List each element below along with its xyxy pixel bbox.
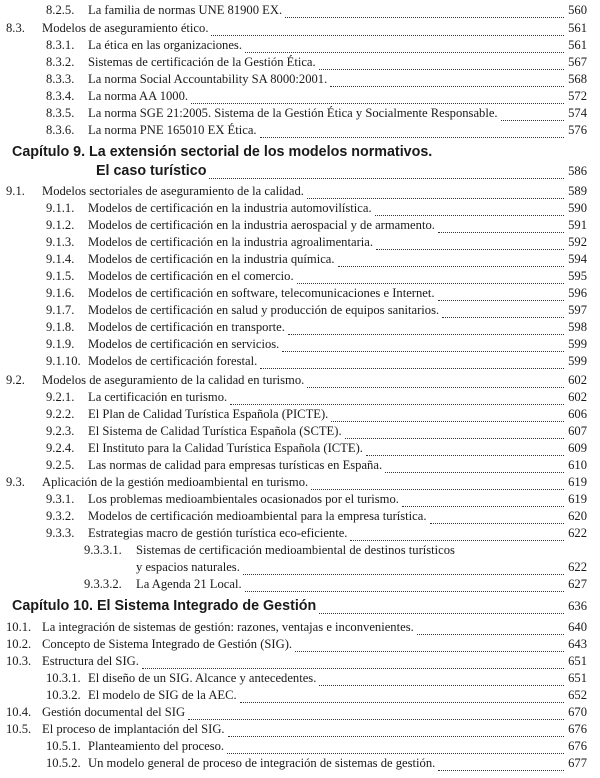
toc-entry: [0, 619, 600, 636]
toc-entry: [0, 491, 600, 508]
toc-entry: [0, 122, 600, 139]
entry-number: 10.3.1.: [46, 671, 81, 685]
page-number: 619: [568, 475, 587, 489]
entry-title: Estructura del SIG.: [42, 654, 139, 668]
toc-entry: [0, 406, 600, 423]
page-number: 590: [568, 201, 587, 215]
entry-number: 9.1.9.: [46, 337, 75, 351]
toc-entry: [0, 372, 600, 389]
page-number: 607: [568, 424, 587, 438]
entry-title: La norma Social Accountability SA 8000:2001.: [88, 72, 328, 86]
dot-leader: [188, 704, 564, 720]
entry-title: Modelos de certificación en salud y producción de equipos sanitarios.: [88, 303, 440, 317]
dot-leader: [438, 285, 564, 301]
toc-entry: [0, 670, 600, 687]
entry-title: Aplicación de la gestión medioambiental en turismo.: [42, 475, 309, 489]
toc-entry: [0, 251, 600, 268]
entry-number: 9.1.8.: [46, 320, 75, 334]
toc-entry: [0, 508, 600, 525]
entry-title: Modelos de certificación en transporte.: [88, 320, 285, 334]
toc-entry: [0, 525, 600, 542]
entry-title: Capítulo 10. El Sistema Integrado de Gestión: [12, 598, 317, 614]
page-number: 602: [568, 373, 587, 387]
entry-title: La norma AA 1000.: [88, 89, 189, 103]
dot-leader: [282, 336, 564, 352]
entry-title: Estrategias macro de gestión turística eco-eficiente.: [88, 526, 348, 540]
entry-title: Sistemas de certificación medioambiental de destinos turísticos: [136, 543, 455, 557]
toc-entry: [0, 738, 600, 755]
entry-number: 9.1.3.: [46, 235, 75, 249]
entry-number: 9.1.2.: [46, 218, 75, 232]
entry-number: 10.5.1.: [46, 739, 81, 753]
page-number: 677: [568, 756, 587, 770]
entry-title: Modelos de certificación en la industria aerospacial y de armamento.: [88, 218, 435, 232]
page-number: 568: [568, 72, 587, 86]
dot-leader: [191, 88, 564, 104]
toc-entry: [0, 217, 600, 234]
entry-number: 9.2.5.: [46, 458, 75, 472]
toc-entry: [0, 71, 600, 88]
entry-number: 9.1.1.: [46, 201, 75, 215]
entry-title: La certificación en turismo.: [88, 390, 228, 404]
page-number: 589: [568, 184, 587, 198]
entry-number: 9.1.10.: [46, 354, 81, 368]
entry-number: 8.2.5.: [46, 3, 75, 17]
entry-title: La familia de normas UNE 81900 EX.: [88, 3, 283, 17]
entry-number: 9.3.3.2.: [84, 577, 122, 591]
dot-leader: [209, 163, 564, 179]
toc-entry: [0, 440, 600, 457]
dot-leader: [245, 576, 564, 592]
page-number: 594: [568, 252, 587, 266]
entry-title: El caso turístico: [96, 163, 207, 179]
entry-title: Modelos de certificación forestal.: [88, 354, 258, 368]
toc-entry: [0, 37, 600, 54]
entry-number: 8.3.: [6, 21, 25, 35]
entry-number: 9.2.3.: [46, 424, 75, 438]
dot-leader: [366, 440, 564, 456]
entry-number: 9.3.3.: [46, 526, 75, 540]
entry-title: Modelos de certificación en servicios.: [88, 337, 280, 351]
entry-title: Modelos de certificación en el comercio.: [88, 269, 294, 283]
toc-entry: [0, 336, 600, 353]
entry-title: El modelo de SIG de la AEC.: [88, 688, 237, 702]
toc-entry: [0, 200, 600, 217]
dot-leader: [331, 406, 564, 422]
entry-title: Sistemas de certificación de la Gestión Ética.: [88, 55, 316, 69]
dot-leader: [311, 474, 564, 490]
dot-leader: [330, 71, 564, 87]
page-number: 572: [568, 89, 587, 103]
entry-title: El Sistema de Calidad Turística Española (SCTE).: [88, 424, 342, 438]
page-number: 560: [568, 3, 587, 17]
page-number: 676: [568, 722, 587, 736]
toc-entry: [0, 54, 600, 71]
dot-leader: [240, 687, 564, 703]
entry-number: 9.1.4.: [46, 252, 75, 266]
page-number: 599: [568, 354, 587, 368]
entry-number: 10.3.2.: [46, 688, 81, 702]
page-number: 643: [568, 637, 587, 651]
page-number: 598: [568, 320, 587, 334]
dot-leader: [417, 619, 564, 635]
entry-title: La Agenda 21 Local.: [136, 577, 242, 591]
entry-number: 8.3.5.: [46, 106, 75, 120]
page-number: 627: [568, 577, 587, 591]
page-number: 596: [568, 286, 587, 300]
page-number: 591: [568, 218, 587, 232]
toc-entry: [0, 542, 600, 559]
entry-title: Modelos de aseguramiento de la calidad en turismo.: [42, 373, 305, 387]
dot-leader: [319, 670, 564, 686]
dot-leader: [442, 302, 564, 318]
entry-title: Modelos de certificación en la industria automovilística.: [88, 201, 372, 215]
dot-leader: [297, 268, 564, 284]
entry-title: Un modelo general de proceso de integración de sistemas de gestión.: [88, 756, 436, 770]
dot-leader: [307, 183, 564, 199]
toc-entry: [0, 268, 600, 285]
chapter-entry: [0, 163, 600, 180]
entry-title: Modelos de aseguramiento ético.: [42, 21, 209, 35]
page-number: 574: [568, 106, 587, 120]
page-number: 651: [568, 654, 587, 668]
entry-number: 9.1.: [6, 184, 25, 198]
page-number: 599: [568, 337, 587, 351]
toc-entry: [0, 183, 600, 200]
entry-number: 10.2.: [6, 637, 32, 651]
toc-entry: [0, 576, 600, 593]
page-number: 619: [568, 492, 587, 506]
page-number: 567: [568, 55, 587, 69]
page-number: 597: [568, 303, 587, 317]
entry-title: Planteamiento del proceso.: [88, 739, 225, 753]
entry-title: La ética en las organizaciones.: [88, 38, 242, 52]
entry-title: y espacios naturales.: [136, 560, 240, 574]
entry-title: Las normas de calidad para empresas turísticas en España.: [88, 458, 383, 472]
entry-number: 9.3.3.1.: [84, 543, 122, 557]
entry-number: 10.3.: [6, 654, 32, 668]
entry-title: El Instituto para la Calidad Turística Española (ICTE).: [88, 441, 363, 455]
dot-leader: [285, 2, 564, 18]
toc-entry: [0, 653, 600, 670]
chapter-entry: [0, 598, 600, 615]
dot-leader: [260, 353, 564, 369]
dot-leader: [438, 755, 564, 771]
dot-leader: [319, 54, 564, 70]
entry-title: La norma PNE 165010 EX Ética.: [88, 123, 257, 137]
entry-number: 8.3.4.: [46, 89, 75, 103]
toc-entry: [0, 285, 600, 302]
page-number: 652: [568, 688, 587, 702]
toc-entry: [0, 423, 600, 440]
entry-number: 9.2.: [6, 373, 25, 387]
entry-number: 9.1.7.: [46, 303, 75, 317]
entry-title: Modelos de certificación medioambiental para la empresa turística.: [88, 509, 427, 523]
entry-number: 10.5.2.: [46, 756, 81, 770]
entry-number: 9.3.2.: [46, 509, 75, 523]
toc-entry: [0, 721, 600, 738]
entry-number: 9.1.5.: [46, 269, 75, 283]
toc-entry: [0, 389, 600, 406]
dot-leader: [501, 105, 564, 121]
chapter-entry: [0, 144, 600, 161]
entry-title: Modelos de certificación en la industria química.: [88, 252, 335, 266]
entry-number: 10.4.: [6, 705, 32, 719]
entry-number: 8.3.3.: [46, 72, 75, 86]
entry-number: 10.1.: [6, 620, 32, 634]
entry-number: 10.5.: [6, 722, 32, 736]
page-number: 592: [568, 235, 587, 249]
entry-number: 9.3.: [6, 475, 25, 489]
entry-title: El diseño de un SIG. Alcance y antecedentes.: [88, 671, 317, 685]
toc-entry: [0, 457, 600, 474]
toc-entry: [0, 687, 600, 704]
entry-number: 8.3.2.: [46, 55, 75, 69]
dot-leader: [211, 20, 564, 36]
dot-leader: [338, 251, 564, 267]
page-number: 670: [568, 705, 587, 719]
entry-title: Gestión documental del SIG: [42, 705, 186, 719]
toc-entry: [0, 88, 600, 105]
toc-entry: [0, 234, 600, 251]
entry-number: 9.2.2.: [46, 407, 75, 421]
toc-entry: [0, 636, 600, 653]
entry-title: La integración de sistemas de gestión: razones, ventajas e inconvenientes.: [42, 620, 414, 634]
entry-number: 9.3.1.: [46, 492, 75, 506]
entry-title: Modelos de certificación en la industria agroalimentaria.: [88, 235, 373, 249]
dot-leader: [227, 738, 564, 754]
entry-title: El proceso de implantación del SIG.: [42, 722, 225, 736]
entry-title: Modelos sectoriales de aseguramiento de la calidad.: [42, 184, 304, 198]
dot-leader: [230, 389, 564, 405]
page-number: 610: [568, 458, 587, 472]
page-number: 622: [568, 526, 587, 540]
dot-leader: [245, 37, 564, 53]
entry-title: Los problemas medioambientales ocasionados por el turismo.: [88, 492, 399, 506]
toc-entry: [0, 755, 600, 772]
page-number: 609: [568, 441, 587, 455]
toc-entry: [0, 105, 600, 122]
toc-entry: [0, 302, 600, 319]
dot-leader: [142, 653, 564, 669]
dot-leader: [385, 457, 564, 473]
page-number: 576: [568, 123, 587, 137]
entry-title: Concepto de Sistema Integrado de Gestión (SIG).: [42, 637, 293, 651]
dot-leader: [430, 508, 565, 524]
dot-leader: [402, 491, 564, 507]
page-number: 595: [568, 269, 587, 283]
toc-entry: [0, 319, 600, 336]
entry-number: 8.3.6.: [46, 123, 75, 137]
entry-title: Capítulo 9. La extensión sectorial de los modelos normativos.: [12, 144, 433, 160]
entry-title: El Plan de Calidad Turística Española (PICTE).: [88, 407, 329, 421]
dot-leader: [243, 559, 564, 575]
dot-leader: [376, 234, 564, 250]
entry-number: 9.2.1.: [46, 390, 75, 404]
page-number: 606: [568, 407, 587, 421]
dot-leader: [295, 636, 564, 652]
entry-title: Modelos de certificación en software, telecomunicaciones e Internet.: [88, 286, 435, 300]
toc-entry: [0, 704, 600, 721]
page-number: 602: [568, 390, 587, 404]
toc-entry: [0, 2, 600, 19]
dot-leader: [345, 423, 564, 439]
page-number: 561: [568, 38, 587, 52]
page-number: 676: [568, 739, 587, 753]
page-number: 636: [568, 599, 587, 613]
entry-title: La norma SGE 21:2005. Sistema de la Gestión Ética y Socialmente Responsable.: [88, 106, 498, 120]
toc-entry: [0, 20, 600, 37]
dot-leader: [288, 319, 564, 335]
entry-number: 8.3.1.: [46, 38, 75, 52]
page-number: 620: [568, 509, 587, 523]
toc-entry: [0, 474, 600, 491]
page-number: 651: [568, 671, 587, 685]
dot-leader: [375, 200, 564, 216]
dot-leader: [350, 525, 564, 541]
dot-leader: [260, 122, 564, 138]
dot-leader: [228, 721, 564, 737]
entry-number: 9.1.6.: [46, 286, 75, 300]
page-number: 640: [568, 620, 587, 634]
dot-leader: [438, 217, 564, 233]
toc-entry: [0, 353, 600, 370]
page-number: 561: [568, 21, 587, 35]
toc-entry: [0, 559, 600, 576]
dot-leader: [319, 598, 564, 614]
entry-number: 9.2.4.: [46, 441, 75, 455]
dot-leader: [307, 372, 564, 388]
page-number: 586: [568, 164, 587, 178]
page-number: 622: [568, 560, 587, 574]
